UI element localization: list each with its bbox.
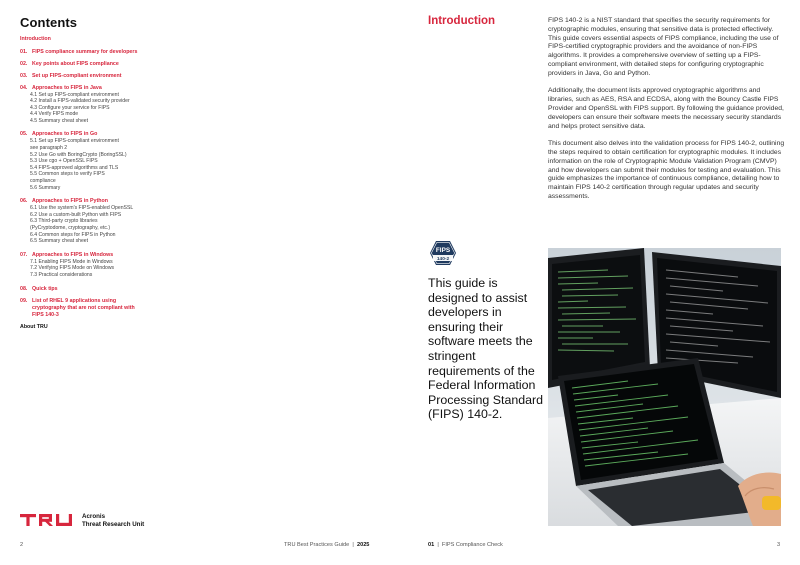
badge-version-text: 140-2 [436,257,450,262]
toc-introduction-link[interactable]: Introduction [20,36,51,42]
toc-subitem[interactable]: 4.2 Install a FIPS-validated security provider [30,98,130,105]
developer-laptop-photo [548,248,781,526]
toc-subitem[interactable]: 7.2 Verifying FIPS Mode on Windows [30,265,115,272]
toc-simple-items [20,49,260,85]
toc-subitem[interactable]: 6.1 Use the system's FIPS-enabled OpenSSL [30,205,134,212]
footer-year: 2025 [356,542,370,548]
toc-item-1[interactable]: 01. FIPS compliance summary for developers [20,48,138,55]
toc-subitem[interactable]: 5.1 Set up FIPS-compliant environment [30,138,119,145]
toc-subitem[interactable]: 6.2 Use a custom-built Python with FIPS [30,211,122,218]
pull-quote: This guide is designed to assist developers in ensuring their software meets the stringent requirements of the Federal Information Processing Standard (FIPS) 140-2. [428,276,544,422]
right-footer-chapter [428,542,503,548]
left-footer-guide [284,542,369,548]
footer-separator: | [352,542,354,548]
toc-subitem[interactable]: 7.1 Enabling FIPS Mode in Windows [30,258,113,265]
toc-subitem[interactable]: 5.5 Common steps to verify FIPS [30,171,105,178]
toc-subitem[interactable]: 6.3 Third-party crypto libraries [30,218,98,225]
toc-section-05[interactable]: 05. Approaches to FIPS in Go [20,131,98,138]
footer-separator: | [437,542,439,548]
introduction-body [548,17,786,211]
footer-chapter-number: 01 [428,542,435,548]
toc-item-2[interactable]: 02. Key points about FIPS compliance [20,60,119,67]
intro-paragraph-1: FIPS 140-2 is a NIST standard that specifies the security requirements for cryptographic modules, ensuring that sensitive data is protected effectively. This guide covers essential aspects of FIPS compliance, including the use of FIPS-certified cryptographic providers and the avoidance of non-FIPS algorithms. It provides a comprehensive overview of setting up a FIPS-compliant environment, with detailed steps for configuring cryptographic providers in Java, Go and Python. [548,17,779,77]
introduction-heading: Introduction [428,15,496,27]
laptop-code-image-icon [548,248,781,526]
left-page-number: 2 [20,542,24,548]
logo-line-2: Threat Research Unit [82,521,145,528]
toc-subitem[interactable]: 7.3 Practical considerations [30,271,93,278]
toc-subitem[interactable]: 5.6 Summary [30,184,61,191]
toc-section-07[interactable]: 07. Approaches to FIPS in Windows [20,251,114,258]
toc-item-rhel-list[interactable]: 09. List of RHEL 9 applications using cryptography that are not compliant with FIPS 140-3 [20,297,135,318]
toc-subitem[interactable]: 4.3 Configure your service for FIPS [30,104,110,111]
acronis-tru-logo-icon [20,512,76,528]
badge-fips-text: FIPS [435,247,451,254]
toc-subitem[interactable]: 5.3 Use cgo + OpenSSL FIPS [30,158,98,165]
toc-subitem[interactable]: 4.4 Verify FIPS mode [30,111,79,118]
toc-section-04[interactable]: 04. Approaches to FIPS in Java [20,84,102,91]
right-page-number: 3 [777,542,781,548]
toc-subitem[interactable]: 5.2 Use Go with BoringCrypto (BoringSSL) [30,151,127,158]
table-of-contents [20,36,260,331]
toc-subitem[interactable]: compliance [30,178,56,185]
toc-sections [20,85,260,286]
contents-title: Contents [20,15,78,30]
toc-subitem[interactable]: 5.4 FIPS-approved algorithms and TLS [30,164,119,171]
logo-text [82,513,144,529]
toc-subitem[interactable]: 6.4 Common steps for FIPS in Python [30,231,116,238]
right-page [400,0,800,565]
fips-badge-icon [429,240,457,266]
logo-line-1: Acronis [82,513,106,520]
toc-section-06[interactable]: 06. Approaches to FIPS in Python [20,198,108,205]
intro-paragraph-2: Additionally, the document lists approved cryptographic algorithms and libraries, such as AES, RSA and ECDSA, along with the Bouncy Castle FIPS Provider and OpenSSL with FIPS support. By following the guidance provided, developers can ensure their software meets the necessary security standards and helps protect sensitive data. [548,87,784,130]
footer-guide-name: TRU Best Practices Guide [284,542,350,548]
toc-item-3[interactable]: 03. Set up FIPS-compliant environment [20,72,122,79]
toc-subitem[interactable]: 4.1 Set up FIPS-compliant environment [30,91,119,98]
toc-subitem[interactable]: 6.5 Summary cheat sheet [30,238,89,245]
toc-item-quick-tips[interactable]: 08. Quick tips [20,285,58,292]
toc-about-tru[interactable]: About TRU [20,323,48,330]
toc-subitem[interactable]: see paragraph 2 [30,145,68,152]
intro-paragraph-3: This document also delves into the validation process for FIPS 140-2, outlining the steps required to obtain certification for cryptographic modules. It includes information on the role of Cryptographic Module Validation Program (CMVP) and how developers can submit their modules for testing and evaluation. This guide emphasizes the importance of continuous compliance, detailing how to maintain FIPS 140-2 certification through regular updates and security assessments. [548,140,785,200]
footer-chapter-title: FIPS Compliance Check [441,542,503,548]
toc-subitem[interactable]: 4.5 Summary cheat sheet [30,117,89,124]
toc-subitem[interactable]: (PyCryptodome, cryptography, etc.) [30,225,111,231]
